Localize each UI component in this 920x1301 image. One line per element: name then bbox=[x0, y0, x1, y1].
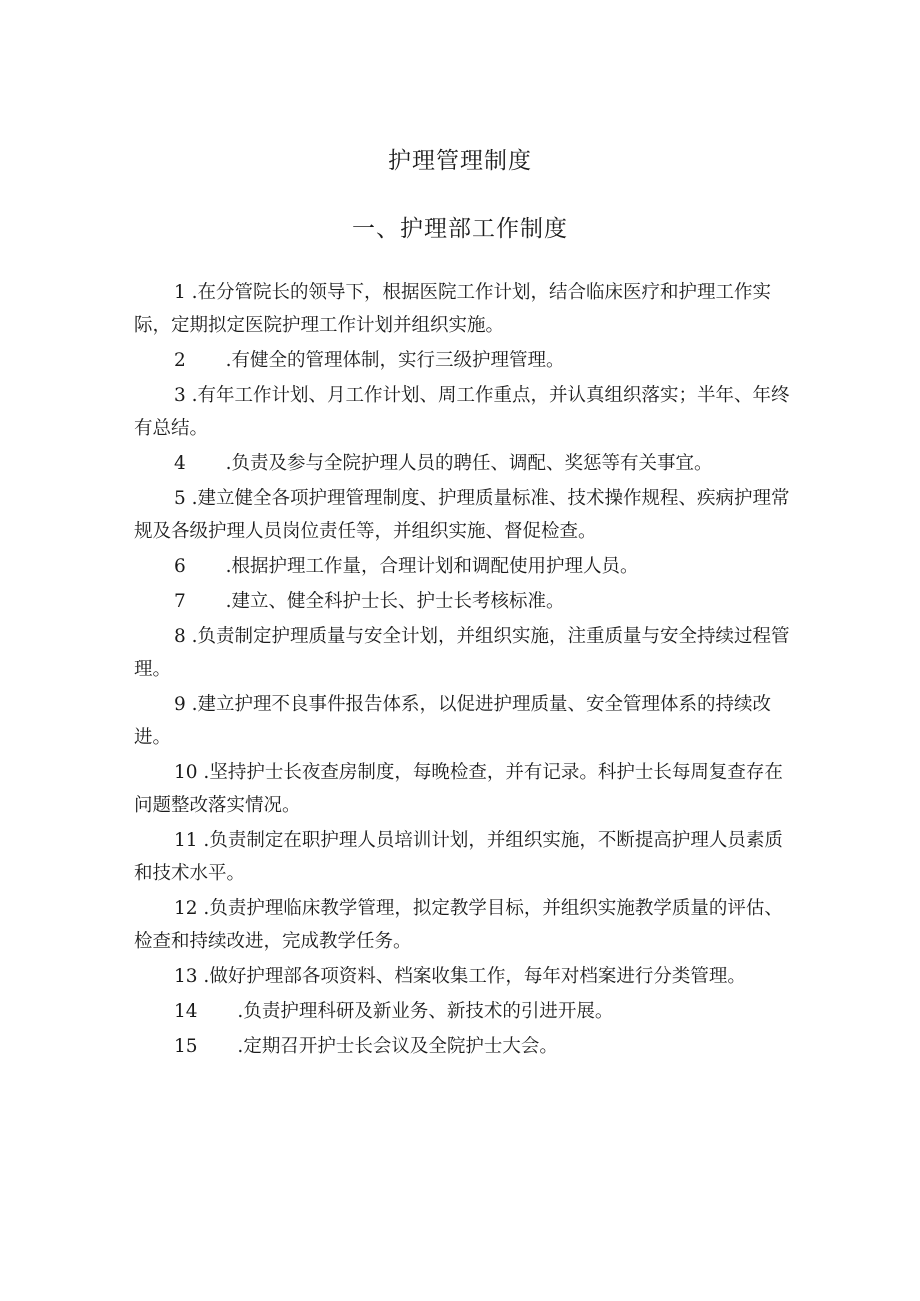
section-title: 一、护理部工作制度 bbox=[352, 216, 568, 242]
item-text: 负责制定在职护理人员培训计划，并组织实施，不断提高护理人员素质和技术水平。 bbox=[134, 830, 783, 884]
regulation-list bbox=[134, 276, 800, 1065]
list-item: 9 .建立护理不良事件报告体系，以促进护理质量、安全管理体系的持续改进。 bbox=[134, 694, 772, 748]
list-item: 2 .有健全的管理体制，实行三级护理管理。 bbox=[174, 350, 565, 371]
document-title: 护理管理制度 bbox=[388, 148, 532, 174]
list-item: 7 .建立、健全科护士长、护士长考核标准。 bbox=[174, 591, 565, 612]
item-number: 2 bbox=[174, 350, 186, 371]
list-item: 10 .坚持护士长夜查房制度，每晚检查，并有记录。科护士长每周复查存在问题整改落实情况。 bbox=[134, 762, 783, 816]
item-number: 8 bbox=[174, 626, 186, 647]
item-text: 负责制定护理质量与安全计划，并组织实施，注重质量与安全持续过程管理。 bbox=[134, 626, 790, 680]
list-item: 1 .在分管院长的领导下，根据医院工作计划，结合临床医疗和护理工作实际，定期拟定医院护理工作计划并组织实施。 bbox=[134, 282, 772, 336]
item-number: 6 bbox=[174, 556, 186, 577]
item-text: 根据护理工作量，合理计划和调配使用护理人员。 bbox=[231, 556, 639, 577]
list-item: 6 .根据护理工作量，合理计划和调配使用护理人员。 bbox=[174, 556, 639, 577]
list-item: 3 .有年工作计划、月工作计划、周工作重点，并认真组织落实；半年、年终有总结。 bbox=[134, 385, 790, 439]
item-number: 12 bbox=[174, 898, 198, 919]
item-text: 建立健全各项护理管理制度、护理质量标准、技术操作规程、疾病护理常规及各级护理人员岗位责任等，并组织实施、督促检查。 bbox=[134, 488, 790, 542]
item-number: 7 bbox=[174, 591, 186, 612]
item-text: 负责及参与全院护理人员的聘任、调配、奖惩等有关事宜。 bbox=[231, 453, 713, 474]
item-text: 有健全的管理体制，实行三级护理管理。 bbox=[231, 350, 565, 371]
list-item: 15 .定期召开护士长会议及全院护士大会。 bbox=[174, 1036, 558, 1057]
item-number: 15 bbox=[174, 1036, 198, 1057]
item-number: 10 bbox=[174, 762, 198, 783]
list-item: 13 .做好护理部各项资料、档案收集工作，每年对档案进行分类管理。 bbox=[174, 966, 746, 987]
item-text: 负责护理临床教学管理，拟定教学目标，并组织实施教学质量的评估、检查和持续改进，完成教学任务。 bbox=[134, 898, 783, 952]
list-item: 12 .负责护理临床教学管理，拟定教学目标，并组织实施教学质量的评估、检查和持续改进，完成教学任务。 bbox=[134, 898, 783, 952]
item-number: 4 bbox=[174, 453, 186, 474]
item-number: 11 bbox=[174, 830, 198, 851]
item-text: 有年工作计划、月工作计划、周工作重点，并认真组织落实；半年、年终有总结。 bbox=[134, 385, 790, 439]
item-text: 定期召开护士长会议及全院护士大会。 bbox=[243, 1036, 558, 1057]
item-text: 在分管院长的领导下，根据医院工作计划，结合临床医疗和护理工作实际，定期拟定医院护理工作计划并组织实施。 bbox=[134, 282, 772, 336]
item-number: 1 bbox=[174, 282, 186, 303]
list-item: 8 .负责制定护理质量与安全计划，并组织实施，注重质量与安全持续过程管理。 bbox=[134, 626, 790, 680]
item-text: 做好护理部各项资料、档案收集工作，每年对档案进行分类管理。 bbox=[209, 966, 746, 987]
item-number: 5 bbox=[174, 488, 186, 509]
item-text: 坚持护士长夜查房制度，每晚检查，并有记录。科护士长每周复查存在问题整改落实情况。 bbox=[134, 762, 783, 816]
list-item: 11 .负责制定在职护理人员培训计划，并组织实施，不断提高护理人员素质和技术水平。 bbox=[134, 830, 783, 884]
item-text: 建立护理不良事件报告体系，以促进护理质量、安全管理体系的持续改进。 bbox=[134, 694, 772, 748]
list-item: 5 .建立健全各项护理管理制度、护理质量标准、技术操作规程、疾病护理常规及各级护理人员岗位责任等，并组织实施、督促检查。 bbox=[134, 488, 790, 542]
item-number: 14 bbox=[174, 1001, 198, 1022]
list-item: 4 .负责及参与全院护理人员的聘任、调配、奖惩等有关事宜。 bbox=[174, 453, 713, 474]
item-text: 建立、健全科护士长、护士长考核标准。 bbox=[231, 591, 565, 612]
item-number: 3 bbox=[174, 385, 186, 406]
list-item: 14 .负责护理科研及新业务、新技术的引进开展。 bbox=[174, 1001, 614, 1022]
item-number: 9 bbox=[174, 694, 186, 715]
item-text: 负责护理科研及新业务、新技术的引进开展。 bbox=[243, 1001, 614, 1022]
item-number: 13 bbox=[174, 966, 198, 987]
